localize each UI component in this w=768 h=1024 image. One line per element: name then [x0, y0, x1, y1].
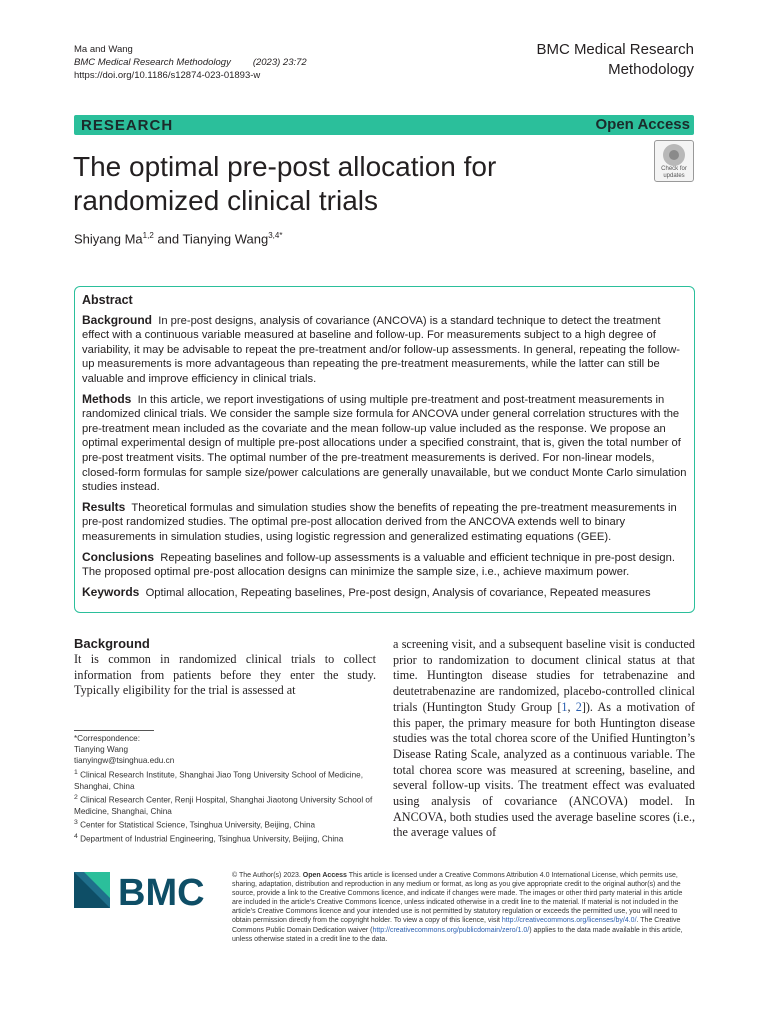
publisher-line-1: BMC Medical Research	[536, 41, 694, 58]
running-header	[74, 43, 307, 82]
abstract-keywords	[82, 585, 687, 601]
author-1[interactable]: Shiyang Ma	[74, 231, 143, 247]
affiliation-2	[74, 792, 374, 817]
correspondence-email[interactable]: tianyingw@tsinghua.edu.cn	[74, 756, 175, 766]
correspondence-label: *Correspondence:	[74, 734, 140, 743]
check-for-updates-badge[interactable]	[654, 140, 694, 182]
affiliation-2-number: 2	[74, 793, 78, 801]
abstract-results	[82, 500, 687, 545]
journal-name: BMC Medical Research Methodology	[74, 57, 231, 68]
affiliation-2-text: Clinical Research Center, Renji Hospital, Shanghai Jiaotong University School of Medicine, Shanghai, China	[74, 795, 373, 816]
citation-link-2[interactable]: 2	[575, 699, 582, 714]
license-mid: . The Creative Commons Public Domain Dedication waiver (	[232, 917, 681, 934]
bmc-logo-text: BMC	[118, 872, 205, 912]
open-access-label: Open Access	[595, 116, 690, 133]
body-right-text-1: a screening visit, and a subsequent baseline visit is conducted prior to randomization to document clinical status at that time. Huntington disease studies for tetrabenazine and deutetrabenazine are randomized, placebo-controlled clinical trials (Huntington Study Group [	[393, 637, 695, 714]
affiliation-1	[74, 767, 374, 792]
affiliation-1-number: 1	[74, 768, 78, 776]
affiliation-3-number: 3	[74, 818, 78, 826]
license-copyright: © The Author(s) 2023.	[232, 872, 303, 879]
abstract-heading: Abstract	[82, 293, 133, 307]
results-label: Results	[82, 499, 126, 514]
abstract-background	[82, 313, 687, 387]
affiliation-1-text: Clinical Research Institute, Shanghai Jiao Tong University School of Medicine, Shanghai, China	[74, 770, 364, 791]
affiliation-3-text: Center for Statistical Science, Tsinghua University, Beijing, China	[77, 820, 316, 830]
doi-link[interactable]: https://doi.org/10.1186/s12874-023-01893-w	[74, 70, 261, 81]
license-link-cc-by[interactable]: http://creativecommons.org/licenses/by/4.0/	[501, 917, 637, 925]
journal-citation	[74, 56, 307, 69]
bmc-logo	[74, 872, 214, 912]
license-link-cc0[interactable]: http://creativecommons.org/publicdomain/zero/1.0/	[372, 926, 530, 934]
author-2-affil: 3,4*	[268, 231, 283, 240]
methods-label: Methods	[82, 391, 132, 406]
license-body: This article is licensed under a Creative Commons Attribution 4.0 International License, which permits use, sharing, adaptation, distribution and reproduction in any medium or format, as long as you give appropriate credit to the original author(s) and the source, provide a link to the Creative Commons licence, and indicate if changes were made. The images or other third party material in this article are included in the article’s Creative Commons licence, unless indicated otherwise in a credit line to the material. If material is not included in the article’s Creative Commons licence and your intended use is not permitted by statutory regulation or exceeds the permitted use, you will need to obtain permission directly from the copyright holder. To view a copy of this licence, visit	[232, 872, 683, 925]
check-updates-line-1: Check for	[661, 166, 687, 172]
methods-text: In this article, we report investigations of using multiple pre-treatment and post-treatment measurements in randomized clinical trials. We consider the sample size formula for ANCOVA under general correlation structures with the pre-treatment mean included as the covariate and the mean follow-up value included as the response. We propose an optimal experimental design of multiple pre-post allocations under a specified constraint, that is, given the total number of pre-post treatment visits. The optimal number of the pre-treatment measurements is derived. For non-linear models, closed-form formulas for sample size/power calculations are generally unavailable, but we conduct Monte Carlo simulation studies instead.	[82, 393, 687, 494]
running-authors: Ma and Wang	[74, 44, 133, 55]
citation-link-1[interactable]: 1	[561, 699, 568, 714]
bmc-logo-icon	[74, 872, 214, 912]
article-title: The optimal pre-post allocation for randomized clinical trials	[73, 151, 497, 216]
footnotes	[74, 733, 374, 845]
section-heading-background: Background	[74, 636, 150, 651]
publisher-line-2: Methodology	[608, 61, 694, 78]
background-text: In pre-post designs, analysis of covariance (ANCOVA) is a standard technique to detect the treatment effect with a continuous variable measured at baseline and follow-up. For measurements subject to a high degree of variability, it may be advisable to repeat the pre-treatment and/or follow-up assessments. In general, repeating the follow-up measurements is more advantageous than repeating the pre-treatment measurements, while the latter can still be valuable and improve efficiency in clinical trials.	[82, 314, 681, 385]
conclusions-text: Repeating baselines and follow-up assessments is a valuable and efficient technique in pre-post design. The proposed optimal pre-post allocation designs can minimize the sample size, i.e., achieve maximum power.	[82, 551, 675, 579]
abstract-conclusions	[82, 550, 687, 580]
author-1-affil: 1,2	[142, 231, 154, 240]
affiliation-3	[74, 817, 374, 831]
body-left-column	[74, 636, 376, 699]
check-updates-line-2: updates	[663, 173, 685, 179]
affiliation-4-text: Department of Industrial Engineering, Tsinghua University, Beijing, China	[77, 834, 344, 844]
abstract-box	[74, 286, 695, 613]
publisher-name	[536, 40, 694, 80]
abstract-methods	[82, 392, 687, 495]
article-type-label: RESEARCH	[81, 117, 174, 134]
journal-issue: (2023) 23:72	[252, 57, 307, 68]
article-type-band	[74, 115, 694, 135]
affiliation-4	[74, 831, 374, 845]
affiliation-4-number: 4	[74, 832, 78, 840]
conclusions-label: Conclusions	[82, 549, 155, 564]
body-right-column	[393, 637, 695, 841]
license-open-access: Open Access	[302, 872, 347, 879]
license-statement	[232, 871, 694, 944]
keywords-text: Optimal allocation, Repeating baselines, Pre-post design, Analysis of covariance, Repeated measures	[145, 586, 651, 599]
correspondence-name: Tianying Wang	[74, 745, 129, 755]
results-text: Theoretical formulas and simulation studies show the benefits of repeating the pre-treatment measurements in pre-post randomized studies. The optimal pre-post allocation derived from the ANCOVA extends well to binary measurements in simulation studies, using logistic regression and generalized estimating equations (GEE).	[82, 501, 677, 543]
footnote-divider	[74, 730, 154, 731]
body-right-text-2: ]). As a motivation of this paper, the primary measure for both Huntington disease studies was the total chorea score of the Unified Huntington’s Disease Rating Scale, analyzed as a continuous variable. The total chorea score was measured at screening, baseline, and several follow-up visits. The treatment effect was evaluated using analysis of covariance (ANCOVA) model. In ANCOVA, both studies used the average baseline scores (i.e., the average values of	[393, 699, 695, 840]
body-right-paragraph	[393, 637, 695, 841]
author-2[interactable]: and Tianying Wang	[153, 231, 269, 247]
background-label: Background	[82, 312, 153, 327]
citation-separator: ,	[567, 699, 576, 714]
keywords-label: Keywords	[82, 584, 140, 599]
license-end: ) applies to the data made available in this article, unless otherwise stated in a credit line to the data.	[232, 926, 683, 943]
author-list	[74, 231, 282, 246]
body-left-paragraph: It is common in randomized clinical trials to collect information from patients before they enter the study. Typically eligibility for the trial is assessed at	[74, 652, 376, 698]
check-updates-icon	[663, 144, 685, 166]
